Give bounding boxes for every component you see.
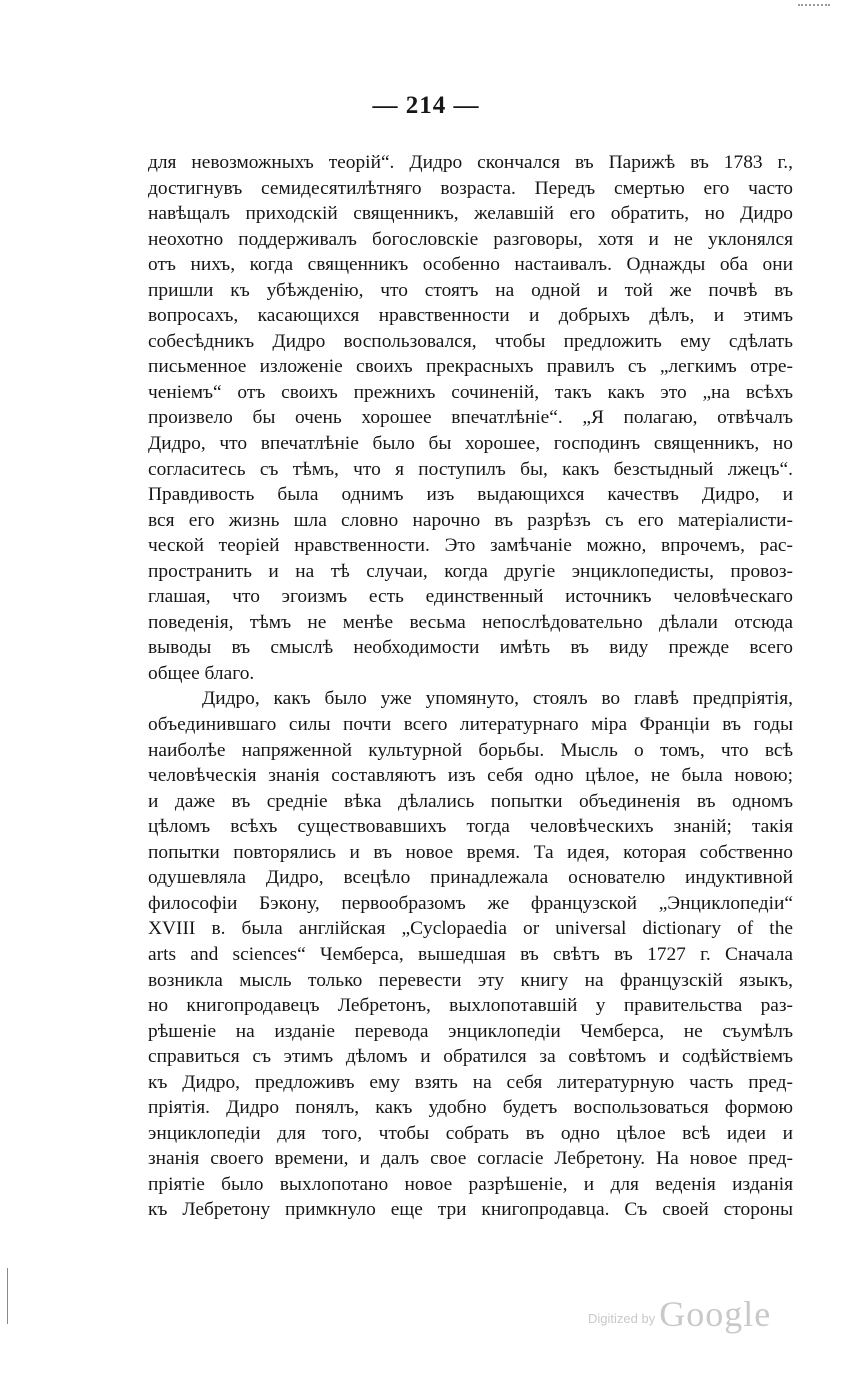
text-line: философіи Бэкону, первообразомъ же французской „Энциклопедіи“ xyxy=(148,892,793,914)
text-line: къ Лебретону примкнуло еще три книгопродавца. Съ своей стороны xyxy=(148,1199,793,1221)
text-line: вопросахъ, касающихся нравственности и добрыхъ дѣлъ, и этимъ xyxy=(148,305,793,327)
scan-edge-mark xyxy=(798,0,830,6)
text-line: рѣшеніе на изданіе перевода энциклопедіи Чемберса, не съумѣлъ xyxy=(148,1020,793,1042)
text-line: arts and sciences“ Чемберса, вышедшая въ свѣтъ въ 1727 г. Сначала xyxy=(148,943,793,965)
text-line: Правдивость была однимъ изъ выдающихся качествъ Дидро, и xyxy=(148,484,793,506)
text-line: но книгопродавецъ Лебретонъ, выхлопотавшій у правительства раз- xyxy=(148,995,793,1017)
text-line: поведенія, тѣмъ не менѣе весьма непослѣдовательно дѣлали отсюда xyxy=(148,611,793,633)
text-line: пространить и на тѣ случаи, когда другіе энциклопедисты, провоз- xyxy=(148,560,793,582)
text-line: пріятія. Дидро понялъ, какъ удобно будетъ воспользоваться формою xyxy=(148,1097,793,1119)
digitized-by-google-watermark xyxy=(588,1293,771,1335)
text-line: справиться съ этимъ дѣломъ и обратился за совѣтомъ и содѣйствіемъ xyxy=(148,1046,793,1068)
text-line: знанія своего времени, и далъ свое согласіе Лебретону. На новое пред- xyxy=(148,1148,793,1170)
text-line: возникла мысль только перевести эту книгу на французскій языкъ, xyxy=(148,969,793,991)
text-line: энциклопедіи для того, чтобы собрать въ одно цѣлое всѣ идеи и xyxy=(148,1122,793,1144)
text-line: попытки повторялись и въ новое время. Та идея, которая собственно xyxy=(148,841,793,863)
text-line: ченіемъ“ отъ своихъ прежнихъ сочиненій, такъ какъ это „на всѣхъ xyxy=(148,381,793,403)
text-line: одушевляла Дидро, всецѣло принадлежала основателю индуктивной xyxy=(148,867,793,889)
text-line: наиболѣе напряженной культурной борьбы. Мысль о томъ, что всѣ xyxy=(148,739,793,761)
text-line: согласитесь съ тѣмъ, что я поступилъ бы, какъ безстыдный лжецъ“. xyxy=(148,458,793,480)
text-line: пришли къ убѣжденію, что стоятъ на одной и той же почвѣ въ xyxy=(148,279,793,301)
google-logo: Google xyxy=(659,1294,772,1334)
scan-margin-line xyxy=(7,1268,8,1324)
watermark-prefix: Digitized by xyxy=(588,1311,656,1326)
text-line: Дидро, какъ было уже упомянуто, стоялъ во главѣ предпріятія, xyxy=(202,688,793,710)
text-line: пріятіе было выхлопотано новое разрѣшеніе, и для веденія изданія xyxy=(148,1173,793,1195)
text-line: глашая, что эгоизмъ есть единственный источникъ человѣческаго xyxy=(148,586,793,608)
text-line: для невозможныхъ теорій“. Дидро скончался въ Парижѣ въ 1783 г., xyxy=(148,152,793,173)
text-line: цѣломъ всѣхъ существовавшихъ тогда человѣческихъ знаній; такія xyxy=(148,816,793,838)
body-text xyxy=(148,150,793,1223)
text-line: XVIII в. была англійская „Cyclopaedia or universal dictionary of the xyxy=(148,918,793,940)
text-line: навѣщалъ приходскій священникъ, желавшій его обратить, но Дидро xyxy=(148,203,793,225)
text-line: ческой теоріей нравственности. Это замѣчаніе можно, впрочемъ, рас- xyxy=(148,535,793,557)
text-line: отъ нихъ, когда священникъ особенно настаивалъ. Однажды оба они xyxy=(148,254,793,276)
text-line: письменное изложеніе своихъ прекрасныхъ правилъ съ „легкимъ отре- xyxy=(148,356,793,378)
text-line: неохотно поддерживалъ богословскіе разговоры, хотя и не уклонялся xyxy=(148,228,793,250)
text-line: человѣческія знанія составляютъ изъ себя одно цѣлое, не была новою; xyxy=(148,765,793,787)
text-line: и даже въ средніе вѣка дѣлались попытки объединенія въ одномъ xyxy=(148,790,793,812)
text-line: къ Дидро, предложивъ ему взять на себя литературную часть пред- xyxy=(148,1071,793,1093)
text-line: собесѣдникъ Дидро воспользовался, чтобы предложить ему сдѣлать xyxy=(148,330,793,352)
text-line: общее благо. xyxy=(148,662,255,684)
text-line: выводы въ смыслѣ необходимости имѣть въ виду прежде всего xyxy=(148,637,793,659)
text-line: достигнувъ семидесятилѣтняго возраста. Передъ смертью его часто xyxy=(148,177,793,199)
text-line: объединившаго силы почти всего литературнаго міра Франціи въ годы xyxy=(148,714,793,736)
text-line: произвело бы очень хорошее впечатлѣніе“. „Я полагаю, отвѣчалъ xyxy=(148,407,793,429)
text-line: Дидро, что впечатлѣніе было бы хорошее, господинъ священникъ, но xyxy=(148,433,793,455)
text-line: вся его жизнь шла словно нарочно въ разрѣзъ съ его матеріалисти- xyxy=(148,509,793,531)
page-number: — 214 — xyxy=(372,92,480,119)
